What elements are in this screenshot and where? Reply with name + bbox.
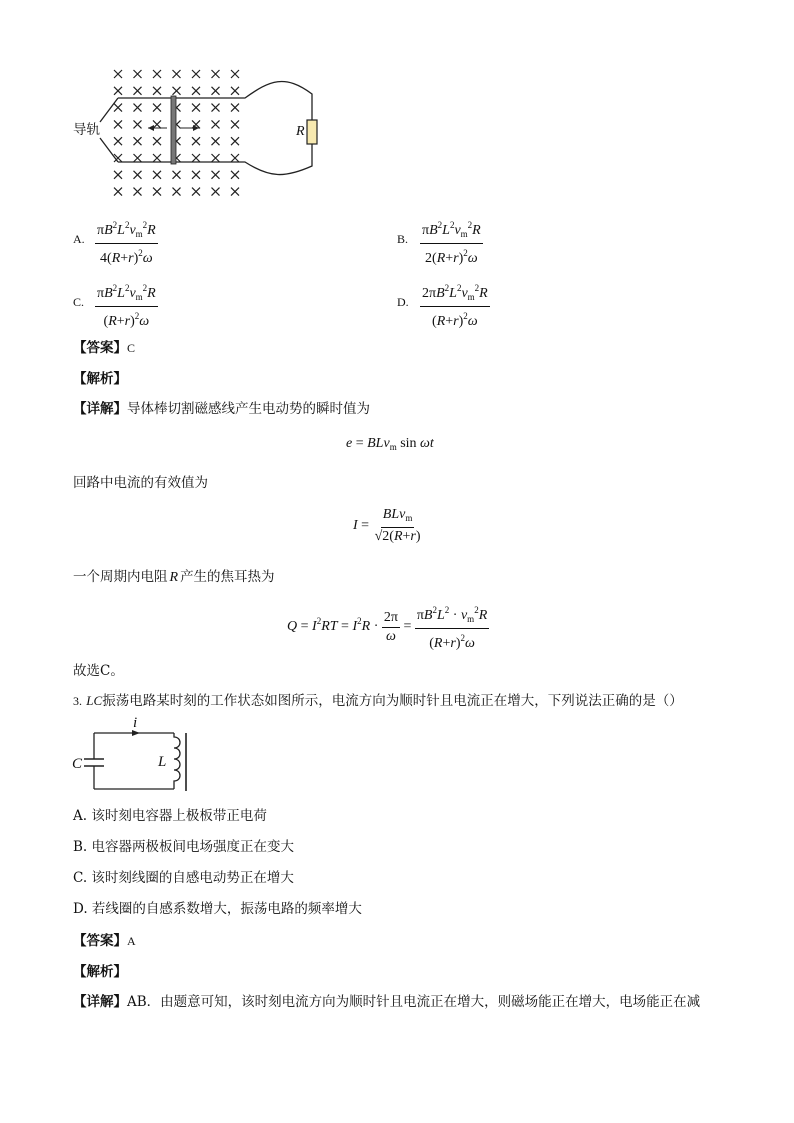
field-cross — [212, 104, 220, 112]
field-cross — [231, 188, 239, 196]
q3-option-d: D. 若线圈的自感系数增大，振荡电路的频率增大 — [73, 901, 362, 917]
option-a-formula: $\frac{\pi B^2L^2v_m^2R}{4(R+r)^2\omega}$ — [95, 217, 158, 267]
field-cross — [231, 171, 239, 179]
resistor — [307, 120, 317, 144]
field-cross — [212, 137, 220, 145]
field-cross — [134, 120, 142, 128]
option-a-letter: A. — [73, 232, 85, 246]
field-cross — [153, 70, 161, 78]
q3-detail-line: 【详解】AB．由题意可知，该时刻电流方向为顺时针且电流正在增大，则磁场能正在增大，电场能正在减 — [73, 994, 701, 1010]
answer-value: C — [127, 341, 136, 355]
field-cross — [192, 171, 200, 179]
conclusion-text: 故选C。 — [73, 663, 124, 679]
field-cross — [173, 70, 181, 78]
q3-option-a: A. 该时刻电容器上极板带正电荷 — [73, 808, 267, 824]
current-label: i — [133, 715, 138, 731]
field-cross — [231, 104, 239, 112]
equation-current: I = $\frac{BLv_m}{√2(R+r)}$ — [353, 507, 421, 544]
magnetic-field-crosses — [114, 70, 239, 196]
field-cross — [192, 188, 200, 196]
rail-circuit-figure — [70, 62, 330, 202]
field-cross — [114, 87, 122, 95]
resistor-label: R — [296, 124, 305, 139]
field-cross — [231, 154, 239, 162]
upper-rail — [100, 82, 312, 122]
field-cross — [114, 104, 122, 112]
field-cross — [114, 120, 122, 128]
field-cross — [114, 171, 122, 179]
equation-emf: e = BLv$_m$ sin ωt — [346, 436, 434, 452]
q2-detail-line — [73, 400, 370, 418]
field-cross — [114, 137, 122, 145]
field-cross — [173, 171, 181, 179]
option-b-letter: B. — [397, 232, 409, 246]
field-cross — [153, 171, 161, 179]
field-cross — [192, 87, 200, 95]
inductor-label: L — [158, 754, 167, 770]
field-cross — [212, 188, 220, 196]
q3-answer-line: 【答案】A — [73, 933, 136, 949]
field-cross — [192, 137, 200, 145]
detail-text: 导体棒切割磁感线产生电动势的瞬时值为 — [127, 401, 370, 417]
field-cross — [212, 70, 220, 78]
field-cross — [192, 70, 200, 78]
detail-tag: 【详解】 — [73, 401, 127, 417]
joule-heat-text: 一个周期内电阻 R 产生的焦耳热为 — [73, 569, 275, 585]
field-cross — [173, 188, 181, 196]
field-cross — [231, 70, 239, 78]
field-cross — [153, 188, 161, 196]
lc-circuit-figure — [70, 715, 190, 797]
field-cross — [134, 171, 142, 179]
field-cross — [153, 104, 161, 112]
field-cross — [134, 70, 142, 78]
field-cross — [212, 154, 220, 162]
option-d-formula: $\frac{2\pi B^2L^2v_m^2R}{(R+r)^2\omega}$ — [420, 280, 490, 330]
field-cross — [192, 154, 200, 162]
lower-rail — [100, 138, 312, 175]
q2-answer-line — [73, 339, 135, 357]
q3-option-c: C. 该时刻线圈的自感电动势正在增大 — [73, 870, 294, 886]
field-cross — [114, 70, 122, 78]
field-cross — [153, 137, 161, 145]
field-cross — [153, 120, 161, 128]
option-d-letter: D. — [397, 295, 409, 309]
conductor-rod — [171, 96, 176, 164]
q3-stem: 3. LC振荡电路某时刻的工作状态如图所示，电流方向为顺时针且电流正在增大，下列说法正确的是（） — [73, 693, 683, 709]
field-cross — [153, 154, 161, 162]
rail-label: 导轨 — [73, 122, 100, 138]
equation-heat: $Q = I^2RT = I^2R$ · $\frac{2\pi}{\omega}$ = $\frac{\pi B^2L^2 \cdot v_m^2R}{(R+r)^2\omega}$ — [287, 602, 489, 652]
option-c-formula: $\frac{\pi B^2L^2v_m^2R}{(R+r)^2\omega}$ — [95, 280, 158, 330]
field-cross — [134, 104, 142, 112]
q3-option-b: B. 电容器两极板间电场强度正在变大 — [73, 839, 295, 855]
field-cross — [231, 120, 239, 128]
field-cross — [134, 87, 142, 95]
capacitor-label: C — [72, 756, 83, 772]
q3-analysis-tag: 【解析】 — [73, 964, 127, 980]
option-c-letter: C. — [73, 295, 85, 309]
field-cross — [231, 87, 239, 95]
field-cross — [114, 188, 122, 196]
analysis-tag: 【解析】 — [73, 371, 127, 387]
field-cross — [153, 87, 161, 95]
inductor-coil — [174, 733, 180, 789]
field-cross — [134, 154, 142, 162]
answer-tag: 【答案】 — [73, 340, 127, 356]
field-cross — [134, 137, 142, 145]
field-cross — [212, 87, 220, 95]
field-cross — [212, 120, 220, 128]
rms-current-text: 回路中电流的有效值为 — [73, 475, 208, 491]
option-b-formula: $\frac{\pi B^2L^2v_m^2R}{2(R+r)^2\omega}$ — [420, 217, 483, 267]
field-cross — [192, 104, 200, 112]
field-cross — [173, 87, 181, 95]
field-cross — [231, 137, 239, 145]
field-cross — [134, 188, 142, 196]
field-cross — [212, 171, 220, 179]
